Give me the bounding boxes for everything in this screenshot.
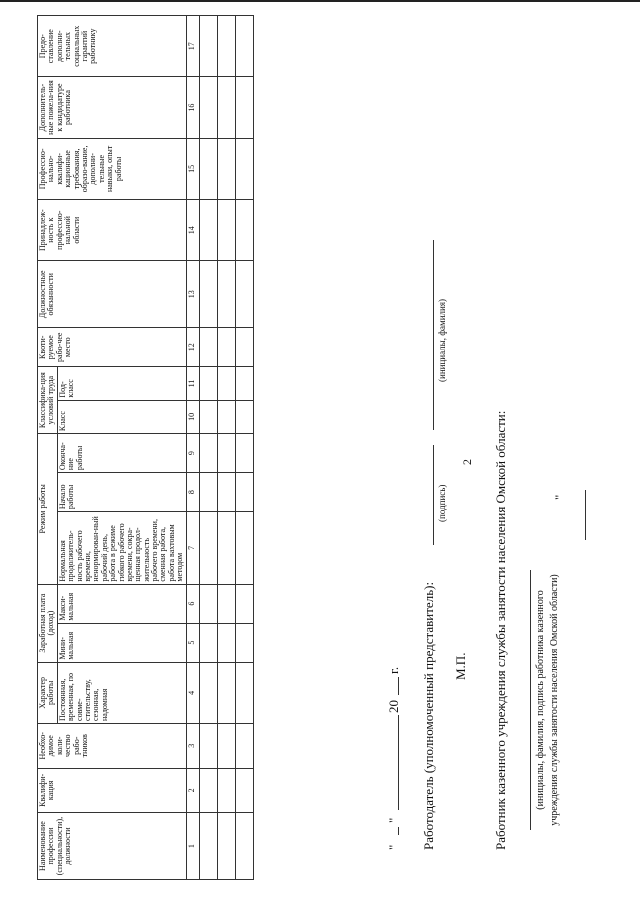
header-work-schedule: Режим работы	[38, 434, 58, 585]
date-year-line	[398, 677, 399, 695]
date-year-prefix: 20	[386, 700, 401, 713]
date-year-suffix: г.	[386, 666, 401, 674]
col-number: 1	[186, 813, 199, 880]
col-number: 3	[186, 723, 199, 768]
empty-table-row	[217, 16, 235, 880]
employer-sign-line	[433, 445, 434, 545]
col-number: 9	[186, 434, 199, 473]
sub-work-character: Постоянная, временная, по совме-стительству, сезонная, надомная	[57, 662, 186, 723]
date-day-line	[398, 827, 399, 835]
header-salary: Заработная плата (доход)	[38, 584, 58, 662]
sub-salary-min: Мини-мальная	[57, 623, 186, 662]
header-worker-count: Необхо-димое коли-чество рабо-тников	[38, 723, 187, 768]
sub-class: Класс	[57, 400, 186, 433]
column-number-row	[186, 16, 199, 880]
date-quote-open: "	[386, 844, 401, 850]
col-number: 13	[186, 261, 199, 328]
header-duties: Должностные обязанности	[38, 261, 187, 328]
date-quote-close: "	[386, 817, 401, 823]
worker-quote-mark: "	[552, 494, 567, 500]
header-wishes: Дополнитель-ные пожела-ния к кандидатуре работника	[38, 77, 187, 138]
col-number: 2	[186, 768, 199, 813]
header-professional-area: Принадлеж-ность к профессио-нальной области	[38, 200, 187, 261]
col-number: 8	[186, 473, 199, 512]
col-number: 6	[186, 584, 199, 623]
empty-table-row	[199, 16, 217, 880]
worker-label: Работник казенного учреждения службы занятости населения Омской области:	[493, 410, 508, 850]
col-number: 10	[186, 400, 199, 433]
sub-salary-max: Макси-мальная	[57, 584, 186, 623]
col-number: 16	[186, 77, 199, 138]
header-requirements: Профессио-нально-квалифи-кационные требования, образо-вание, дополни-тельные навыки, опыт работы	[38, 138, 187, 199]
col-number: 17	[186, 16, 199, 77]
header-profession: Наименование профессии (специальности), должности	[38, 813, 187, 880]
header-qualification: Квалифи-кация	[38, 768, 187, 813]
vacancy-table	[37, 15, 254, 880]
header-work-character: Характер работы	[38, 662, 58, 723]
header-social-guarantees: Предо-ставление дополни-тельных социальных гарантий работнику	[38, 16, 187, 77]
worker-sign-line	[530, 570, 531, 830]
sub-start-time: Начало работы	[57, 473, 186, 512]
employer-label: Работодатель (уполномоченный представитель):	[421, 581, 436, 850]
employer-stamp: М.П.	[453, 652, 468, 680]
employer-sign-caption: (подпись)	[437, 484, 447, 522]
worker-date-line	[585, 490, 586, 540]
worker-caption-line1: (инициалы, фамилия, подпись работника казенного	[535, 590, 546, 810]
employer-name-line	[433, 240, 434, 430]
header-quota-place: Квоти-руемое рабо-чее место	[38, 328, 187, 367]
sub-end-time: Оконча-ние работы	[57, 434, 186, 473]
page-number: 2	[460, 459, 474, 465]
date-month-line	[398, 715, 399, 810]
worker-caption-line2: учреждения службы занятости населения Омской области)	[549, 574, 560, 826]
col-number: 5	[186, 623, 199, 662]
sub-schedule-type: Нормальная продолжитель-ность рабочего времени, ненормирован-ный рабочий день, работа в режиме гибкого рабочего времени, сокра-щенная продол-жительность рабочего времени, сменная работа, работа вахтовым методом	[57, 512, 186, 584]
table-header-row	[38, 16, 58, 880]
col-number: 11	[186, 367, 199, 400]
col-number: 4	[186, 662, 199, 723]
col-number: 7	[186, 512, 199, 584]
col-number: 12	[186, 328, 199, 367]
employer-name-caption: (инициалы, фамилия)	[437, 299, 447, 382]
empty-table-row	[235, 16, 253, 880]
sub-subclass: Под-класс	[57, 367, 186, 400]
col-number: 15	[186, 138, 199, 199]
col-number: 14	[186, 200, 199, 261]
header-work-conditions: Классифика-ция условий труда	[38, 367, 58, 434]
